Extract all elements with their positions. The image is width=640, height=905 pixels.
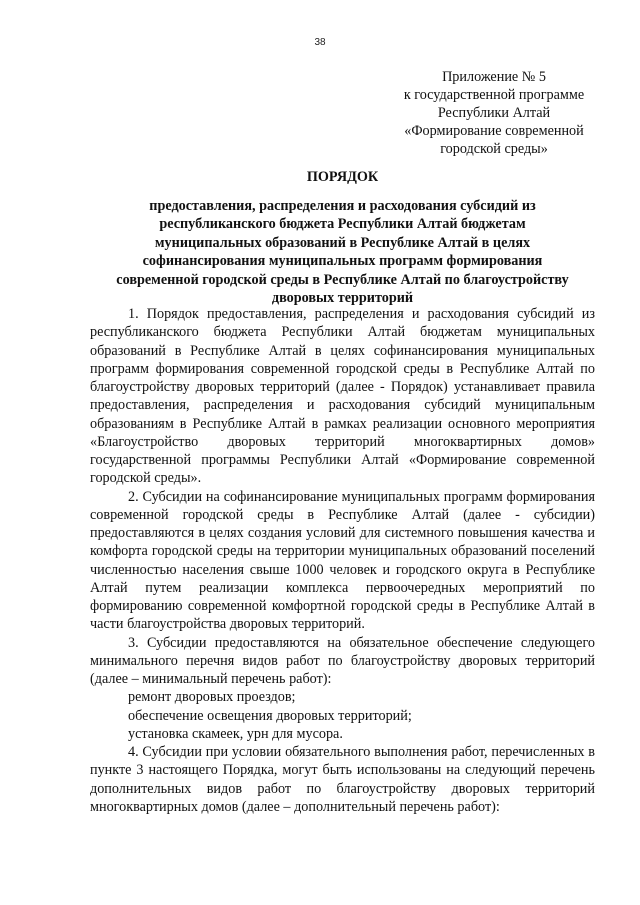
page-number: 38 <box>314 37 326 48</box>
appendix-line: к государственной программе <box>403 87 585 103</box>
list-item: ремонт дворовых проездов; <box>128 689 296 706</box>
paragraph-2: 2. Субсидии на софинансирование муниципальных программ формирования современной городской среды в Республике Алтай (далее - субсидии) предоставляются в целях создания условий для системного повышения качества и комфорта городской среды на территории муниципальных образований поселений численностью населения свыше 1000 человек и городского округа в Республике Алтай путем реализации комплекса первоочередных мероприятий по формированию современной комфортной городской среды в Республике Алтай в части благоустройства дворовых территорий. <box>90 488 595 633</box>
appendix-line: Республики Алтай <box>437 105 551 121</box>
title-line: предоставления, распределения и расходования субсидий из <box>149 197 536 214</box>
title-heading: ПОРЯДОК <box>306 169 379 185</box>
paragraph-1: 1. Порядок предоставления, распределения и расходования субсидий из республиканского бюджета Республики Алтай бюджетам муниципальных образований в Республике Алтай в целях софинансирования муниципальных программ формирования современной городской среды в Республике Алтай по благоустройству дворовых территорий (далее - Порядок) устанавливает правила предоставления, распределения и расходования субсидий муниципальным образованиям в Республике Алтай в рамках реализации основного мероприятия «Благоустройство дворовых территорий многоквартирных домов» государственной программы Республики Алтай «Формирование современной городской среды». <box>90 306 595 487</box>
paragraph-3: 3. Субсидии предоставляются на обязательное обеспечение следующего минимального перечня видов работ по благоустройству дворовых территорий (далее – минимальный перечень работ): <box>90 634 595 687</box>
document-title <box>90 168 595 308</box>
paragraph-4: 4. Субсидии при условии обязательного выполнения работ, перечисленных в пункте 3 настоящего Порядка, могут быть использованы на следующий перечень дополнительных видов работ по благоустройству дворовых территорий многоквартирных домов (далее – дополнительный перечень работ): <box>90 744 595 815</box>
title-line: дворовых территорий <box>271 290 414 306</box>
title-line: муниципальных образований в Республике Алтай в целях <box>154 234 531 251</box>
appendix-line: «Формирование современной <box>404 123 584 139</box>
list-item: обеспечение освещения дворовых территорий; <box>128 707 412 724</box>
appendix-block <box>384 68 604 158</box>
list-item: установка скамеек, урн для мусора. <box>128 725 343 742</box>
title-line: современной городской среды в Республике Алтай по благоустройству <box>116 271 569 288</box>
document-body <box>90 305 595 816</box>
appendix-line: Приложение № 5 <box>442 69 546 85</box>
title-line: республиканского бюджета Республики Алтай бюджетам <box>159 216 526 232</box>
title-line: софинансирования муниципальных программ формирования <box>142 253 543 269</box>
appendix-line: городской среды» <box>440 141 548 157</box>
